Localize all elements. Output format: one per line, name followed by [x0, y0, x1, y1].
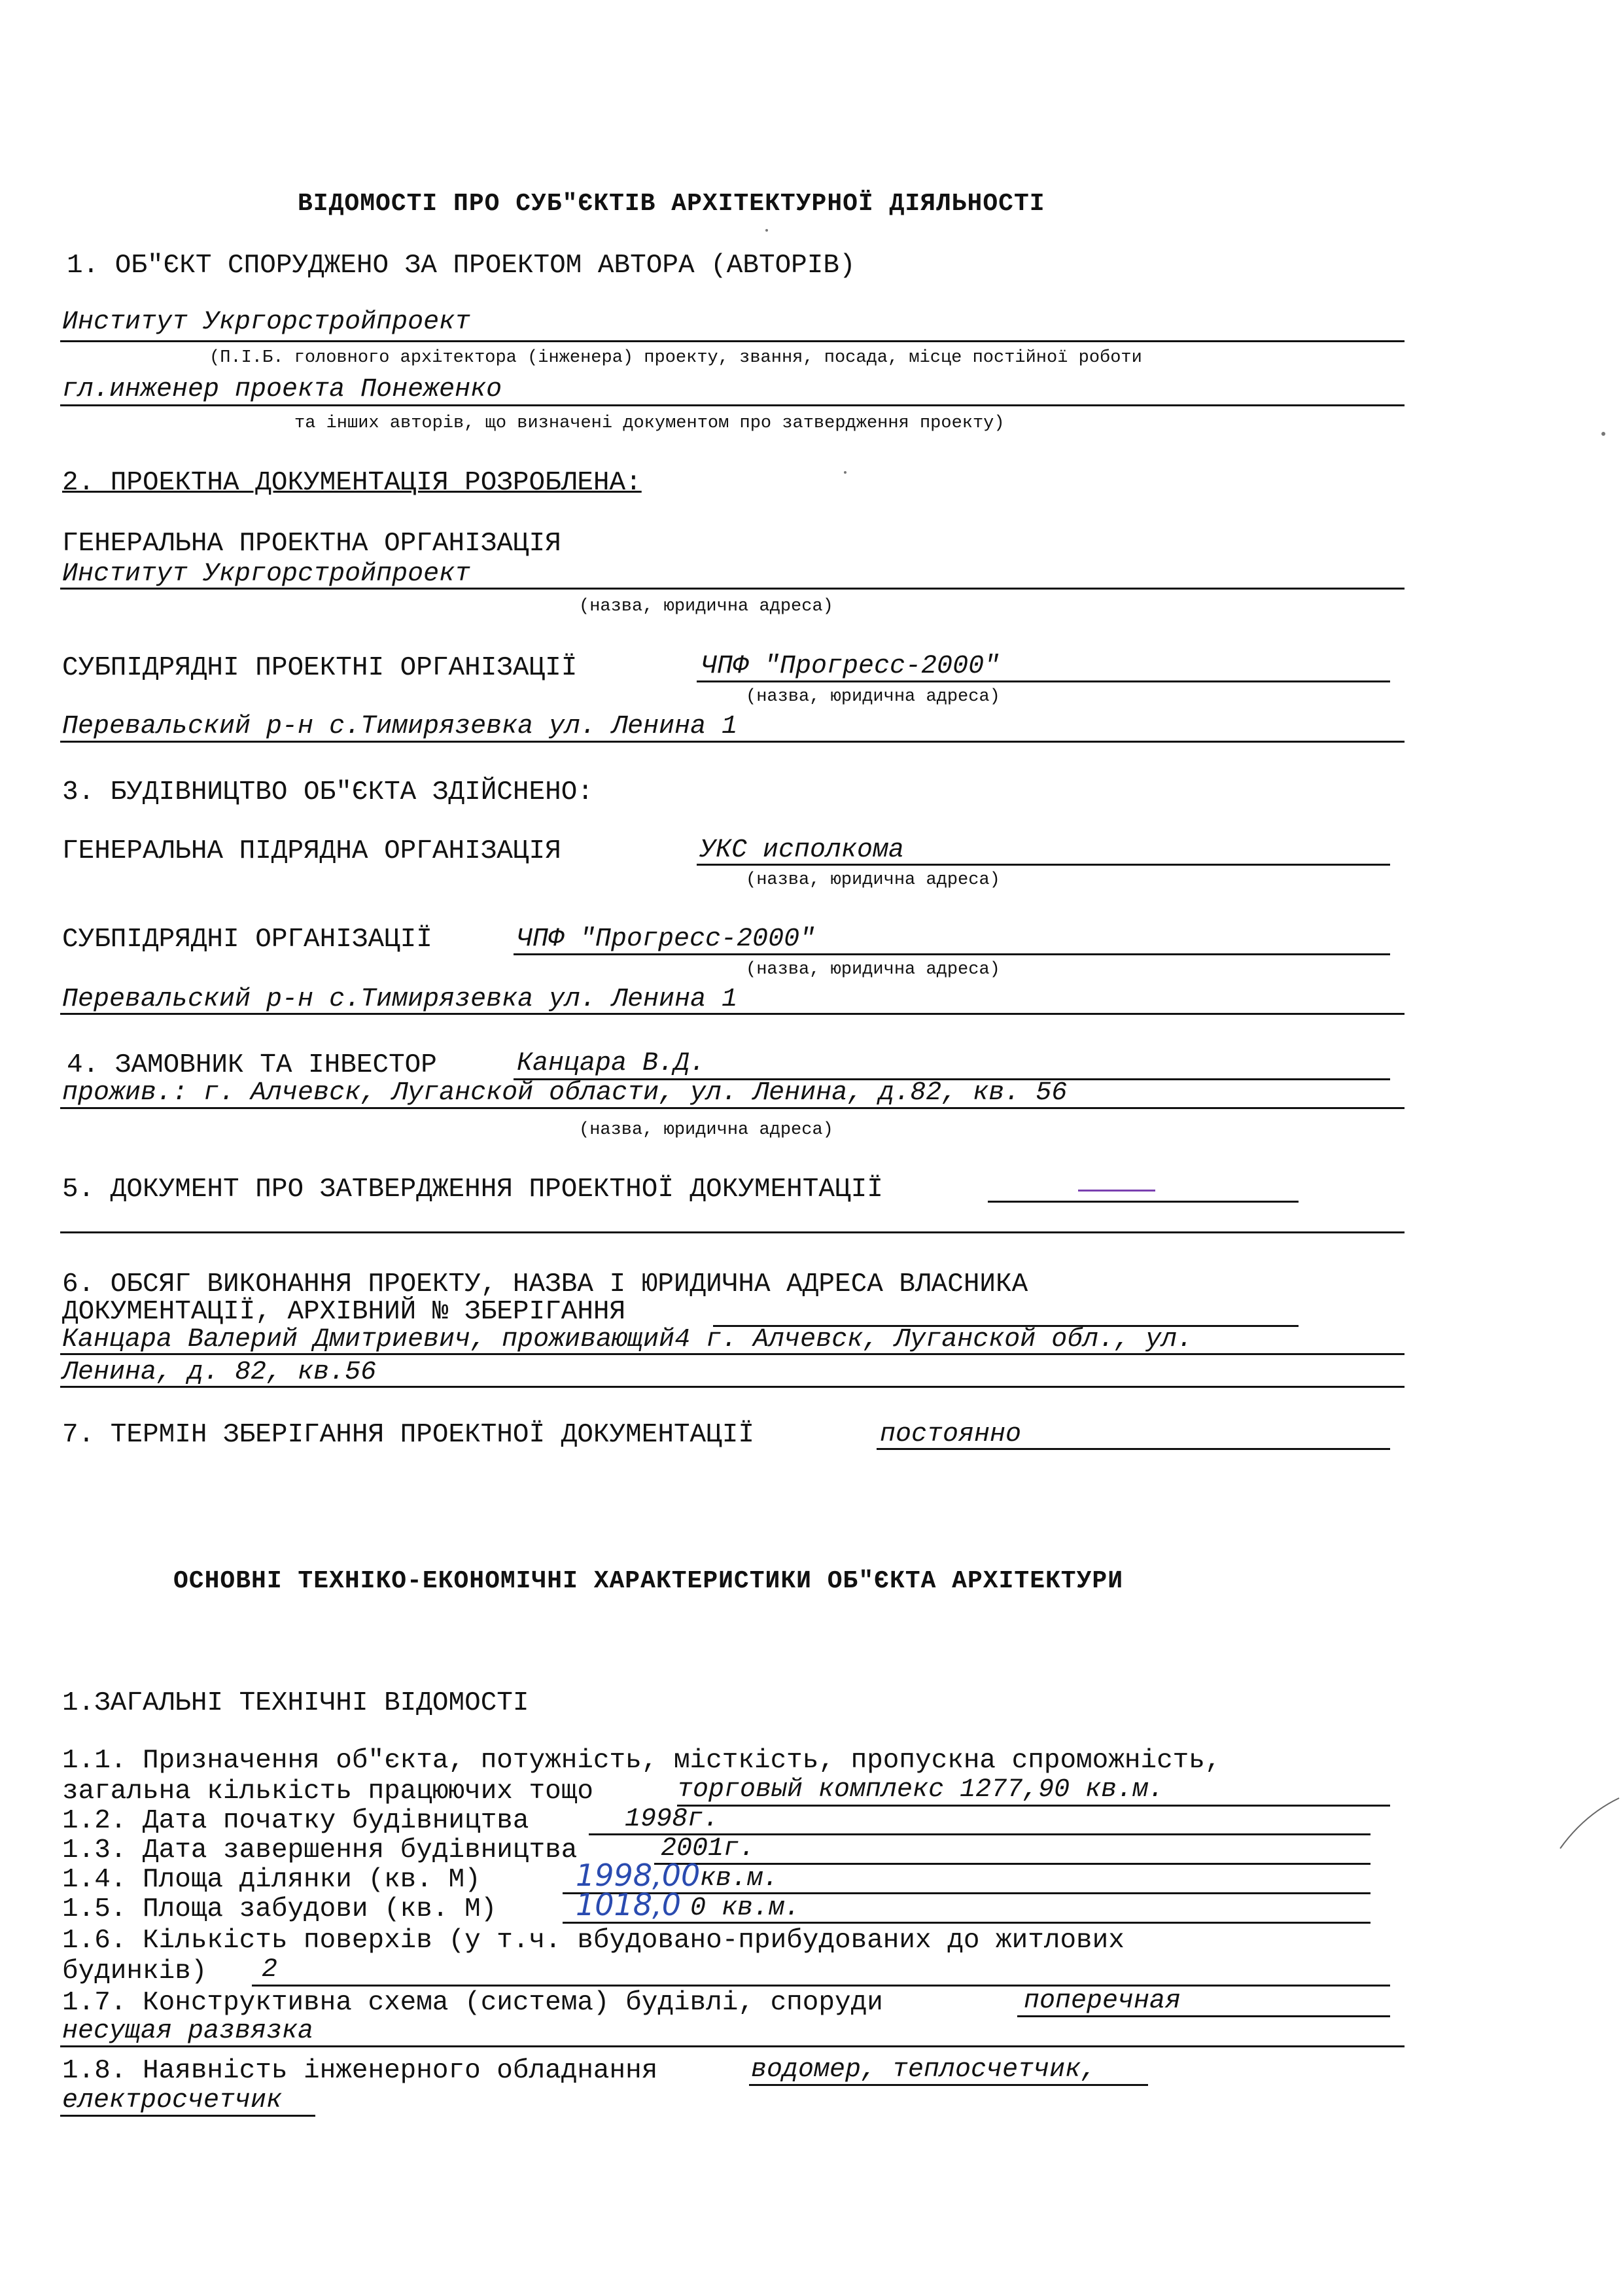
scan-speck [844, 471, 846, 474]
section-4-caption: (назва, юридична адреса) [579, 1120, 833, 1140]
item-1-7-line-2 [60, 2045, 1405, 2047]
section-4-customer-value: Канцара В.Д. [517, 1049, 706, 1078]
item-1-8-line-1 [749, 2084, 1148, 2086]
section-2-sub-value: ЧПФ "Прогресс-2000" [701, 652, 1000, 681]
section-4-address-line [60, 1107, 1405, 1109]
section-6-value-line-1-rule [60, 1353, 1405, 1355]
item-1-5-handwritten: 1018,0 [576, 1887, 681, 1922]
item-1-7-value-1: поперечная [1024, 1987, 1181, 2016]
section-2-label: 2. ПРОЕКТНА ДОКУМЕНТАЦІЯ РОЗРОБЛЕНА: [62, 468, 642, 498]
section-6-label-line-2: ДОКУМЕНТАЦІЇ, АРХІВНИЙ № ЗБЕРІГАННЯ [62, 1297, 626, 1327]
item-1-5-label: 1.5. Площа забудови (кв. М) [62, 1894, 497, 1924]
section-3-sub-label: СУБПІДРЯДНІ ОРГАНІЗАЦІЇ [62, 925, 432, 955]
item-1-2-label: 1.2. Дата початку будівництва [62, 1806, 529, 1836]
item-1-1-value: торговый комплекс 1277,90 кв.м. [677, 1775, 1164, 1805]
section-2-sub-line [697, 680, 1390, 682]
item-1-7-label: 1.7. Конструктивна схема (система) будівлі, споруди [62, 1988, 883, 2018]
item-1-7-line-1 [1017, 2015, 1390, 2017]
item-1-8-value-1: водомер, теплосчетчик, [751, 2055, 1097, 2085]
scan-stroke [1557, 1793, 1622, 1852]
item-1-1-line-1: 1.1. Призначення об"єкта, потужність, місткість, пропускна спроможність, [62, 1746, 1221, 1776]
section-2-sub-label: СУБПІДРЯДНІ ПРОЕКТНІ ОРГАНІЗАЦІЇ [62, 653, 578, 683]
item-1-6-line-1: 1.6. Кількість поверхів (у т.ч. вбудовано-прибудованих до житлових [62, 1926, 1125, 1956]
scan-speck [765, 229, 768, 232]
section-2-general-caption: (назва, юридична адреса) [579, 597, 833, 616]
form-title: ВІДОМОСТІ ПРО СУБ"ЄКТІВ АРХІТЕКТУРНОЇ ДІЯЛЬНОСТІ [298, 190, 1045, 218]
item-1-4-handwritten: 1998,00 [576, 1858, 701, 1893]
section-2-sub-address: Перевальский р-н с.Тимирязевка ул. Ленина 1 [62, 712, 738, 741]
section-4-label: 4. ЗАМОВНИК ТА ІНВЕСТОР [67, 1050, 437, 1080]
section-3-sub-line [514, 953, 1390, 955]
section-2-general-value: Институт Укргорстройпроект [62, 559, 471, 589]
section-1-caption-1: (П.І.Б. головного архітектора (інженера) проекту, звання, посада, місце постійної роботи [209, 348, 1142, 368]
section-5-line [988, 1201, 1299, 1203]
section-6-value-line-1: Канцара Валерий Дмитриевич, проживающий4 г. Алчевск, Луганской обл., ул. [62, 1325, 1193, 1354]
item-1-1-line-2: загальна кількість працюючих тощо [62, 1776, 593, 1807]
scan-speck [1601, 432, 1605, 436]
section-3-general-line [697, 864, 1390, 866]
item-1-4-line [563, 1892, 1370, 1894]
item-1-8-line-2 [60, 2115, 315, 2117]
section-6-value-line-2: Ленина, д. 82, кв.56 [62, 1358, 377, 1387]
section-3-general-caption: (назва, юридична адреса) [746, 870, 1000, 890]
section-2-sub-address-line [60, 741, 1405, 743]
item-1-6-value: 2 [262, 1955, 278, 1985]
section-2-general-line [60, 588, 1405, 590]
item-1-6-line-2: будинків) [62, 1956, 207, 1987]
item-1-2-value: 1998г. [625, 1805, 720, 1834]
section-3-sub-value: ЧПФ "Прогресс-2000" [517, 925, 816, 954]
section-2-general-label: ГЕНЕРАЛЬНА ПРОЕКТНА ОРГАНІЗАЦІЯ [62, 529, 561, 559]
section-3-general-label: ГЕНЕРАЛЬНА ПІДРЯДНА ОРГАНІЗАЦІЯ [62, 836, 561, 866]
section-7-value: постоянно [880, 1420, 1022, 1449]
item-1-1-line [677, 1805, 1390, 1807]
section-3-general-value: УКС исполкома [700, 836, 905, 865]
section-7-line [877, 1448, 1390, 1450]
item-1-6-line [252, 1985, 1390, 1987]
section-1-engineer-value: гл.инженер проекта Понеженко [62, 375, 502, 404]
item-1-3-value: 2001г. [661, 1834, 756, 1863]
section-5-label: 5. ДОКУМЕНТ ПРО ЗАТВЕРДЖЕННЯ ПРОЕКТНОЇ ДОКУМЕНТАЦІЇ [62, 1174, 883, 1205]
section-1-caption-2: та інших авторів, що визначені документом про затвердження проекту) [294, 414, 1005, 433]
item-1-5-line [563, 1922, 1370, 1924]
section-5-extra-line [60, 1231, 1405, 1233]
section-6-label-line-1: 6. ОБСЯГ ВИКОНАННЯ ПРОЕКТУ, НАЗВА І ЮРИДИЧНА АДРЕСА ВЛАСНИКА [62, 1269, 1028, 1299]
section-3-sub-address: Перевальский р-н с.Тимирязевка ул. Ленина 1 [62, 985, 738, 1014]
section-1-author-value: Институт Укргорстройпроект [62, 308, 471, 337]
section-2-sub-caption: (назва, юридична адреса) [746, 687, 1000, 707]
item-1-5-value: 0 кв.м. [690, 1894, 801, 1923]
item-1-4-unit: кв.м. [700, 1864, 779, 1894]
item-1-3-label: 1.3. Дата завершення будівництва [62, 1835, 578, 1865]
tech-title: ОСНОВНІ ТЕХНІКО-ЕКОНОМІЧНІ ХАРАКТЕРИСТИКИ ОБ"ЄКТА АРХІТЕКТУРИ [173, 1567, 1124, 1595]
section-1-label: 1. ОБ"ЄКТ СПОРУДЖЕНО ЗА ПРОЕКТОМ АВТОРА (АВТОРІВ) [67, 251, 856, 281]
item-1-7-value-2: несущая развязка [62, 2017, 314, 2046]
tech-heading: 1.ЗАГАЛЬНІ ТЕХНІЧНІ ВІДОМОСТІ [62, 1688, 529, 1718]
section-6-value-line-2-rule [60, 1386, 1405, 1388]
section-1-author-line [60, 340, 1405, 342]
section-3-sub-caption: (назва, юридична адреса) [746, 960, 1000, 980]
section-3-sub-address-line [60, 1013, 1405, 1015]
section-5-ink-mark [1078, 1190, 1155, 1192]
section-3-label: 3. БУДІВНИЦТВО ОБ"ЄКТА ЗДІЙСНЕНО: [62, 777, 593, 807]
section-4-address-value: прожив.: г. Алчевск, Луганской области, ул. Ленина, д.82, кв. 56 [62, 1078, 1068, 1108]
item-1-4-label: 1.4. Площа ділянки (кв. М) [62, 1865, 481, 1895]
item-1-8-label: 1.8. Наявність інженерного обладнання [62, 2056, 658, 2086]
section-7-label: 7. ТЕРМІН ЗБЕРІГАННЯ ПРОЕКТНОЇ ДОКУМЕНТАЦІЇ [62, 1420, 754, 1450]
section-1-engineer-line [60, 404, 1405, 406]
item-1-8-value-2: електросчетчик [62, 2086, 283, 2115]
